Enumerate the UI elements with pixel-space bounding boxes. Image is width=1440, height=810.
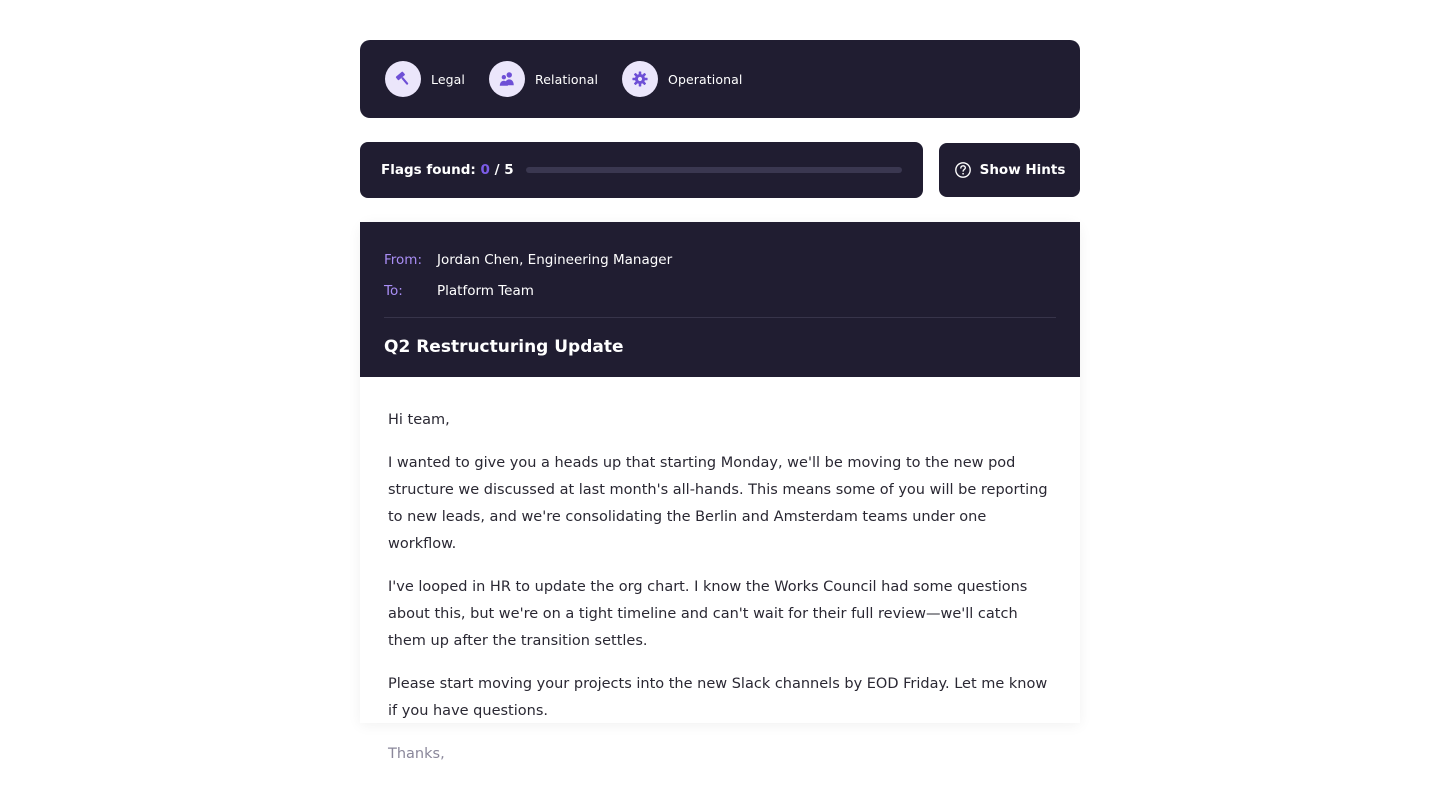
- flags-found-label: Flags found:: [381, 162, 476, 178]
- app-container: [360, 40, 1080, 762]
- flags-progress-panel: [360, 142, 923, 198]
- email-paragraph-1[interactable]: I wanted to give you a heads up that starting Monday, we'll be moving to the new pod structure we discussed at last month's all-hands. This means some of you will be reporting to new leads, and we're consolidating the Berlin and Amsterdam teams under one workflow.: [388, 455, 1048, 552]
- from-value: Jordan Chen, Engineering Manager: [437, 251, 673, 268]
- progress-row: [360, 142, 1080, 198]
- flags-total: / 5: [494, 162, 514, 178]
- email-card: [360, 222, 1080, 762]
- show-hints-button[interactable]: [939, 143, 1080, 197]
- category-operational[interactable]: [622, 61, 742, 97]
- email-signoff[interactable]: Thanks,: [388, 746, 445, 762]
- gavel-icon: [385, 61, 421, 97]
- category-label: Operational: [668, 71, 743, 87]
- flags-found-count: 0: [480, 162, 490, 178]
- progress-bar: [526, 167, 902, 173]
- email-subject: Q2 Restructuring Update: [384, 337, 624, 357]
- category-label: Legal: [431, 71, 466, 87]
- category-bar: [360, 40, 1080, 118]
- email-paragraph-3[interactable]: Please start moving your projects into the new Slack channels by EOD Friday. Let me know if you have questions.: [388, 676, 1048, 719]
- category-label: Relational: [535, 71, 599, 87]
- to-label: To:: [384, 282, 403, 299]
- show-hints-label: Show Hints: [979, 162, 1066, 178]
- gear-icon: [622, 61, 658, 97]
- category-relational[interactable]: [489, 61, 598, 97]
- flags-counter: [381, 162, 514, 178]
- email-body[interactable]: [360, 377, 1080, 768]
- people-icon: [489, 61, 525, 97]
- category-legal[interactable]: [385, 61, 465, 97]
- header-divider: [384, 317, 1056, 318]
- to-value: Platform Team: [437, 282, 534, 299]
- email-header: [360, 222, 1080, 377]
- from-label: From:: [384, 251, 422, 268]
- email-from-row: [384, 244, 1056, 275]
- email-greeting[interactable]: Hi team,: [388, 412, 450, 428]
- email-to-row: [384, 275, 1056, 306]
- question-circle-icon: [954, 161, 972, 179]
- email-paragraph-2[interactable]: I've looped in HR to update the org chart. I know the Works Council had some questions about this, but we're on a tight timeline and can't wait for their full review—we'll catch them up after the transition settles.: [388, 579, 1028, 649]
